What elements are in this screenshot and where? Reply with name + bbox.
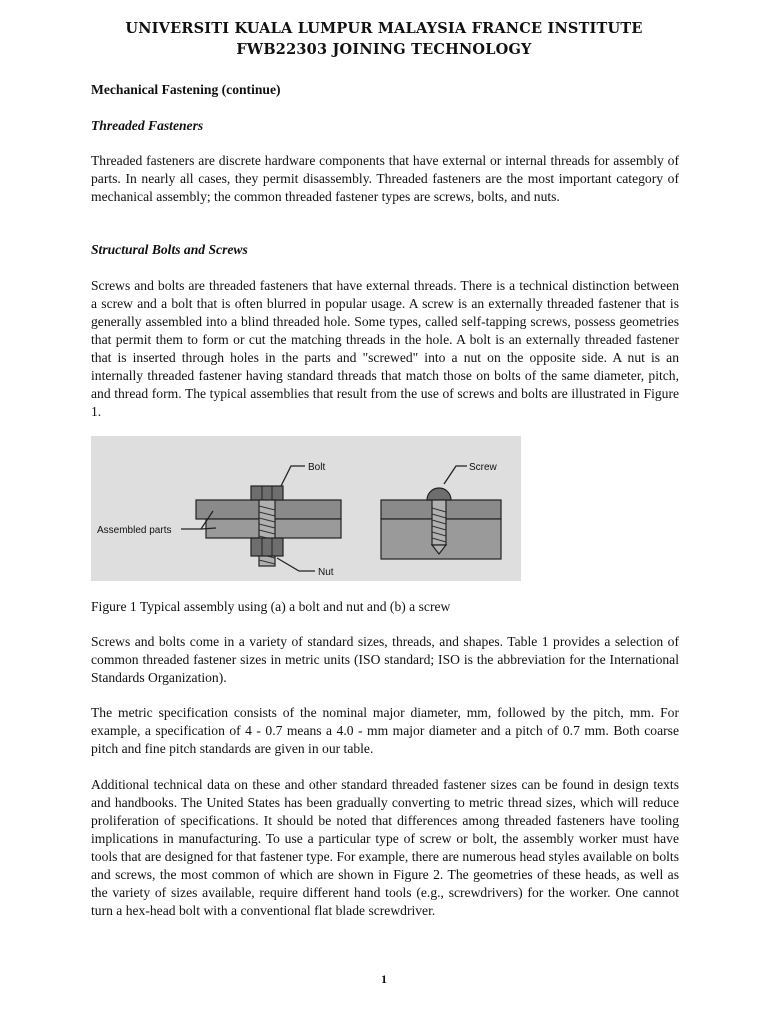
label-assembled-parts: Assembled parts xyxy=(97,525,172,536)
label-bolt: Bolt xyxy=(308,462,326,473)
label-nut: Nut xyxy=(318,567,334,578)
figure-caption: Figure 1 Typical assembly using (a) a bolt and nut and (b) a screw xyxy=(91,599,451,614)
institution-header: UNIVERSITI KUALA LUMPUR MALAYSIA FRANCE INSTITUTE xyxy=(125,20,643,37)
label-screw: Screw xyxy=(469,462,497,473)
page-number: 1 xyxy=(381,972,387,986)
paragraph-metric-spec: The metric specification consists of the nominal major diameter, mm, followed by the pitch, mm. For example, a specification of 4 - 0.7 means a 4.0 - mm major diameter and a pitch of 0.7 mm. Both coarse pitch and fine pitch standards are given in our table. xyxy=(91,705,679,756)
section-title: Mechanical Fastening (continue) xyxy=(91,82,281,97)
subheading-threaded-fasteners: Threaded Fasteners xyxy=(91,118,204,133)
figure-bolt-screw-assembly xyxy=(91,436,521,581)
subheading-bolts-screws: Structural Bolts and Screws xyxy=(91,242,248,257)
paragraph-sizes: Screws and bolts come in a variety of standard sizes, threads, and shapes. Table 1 provides a selection of common threaded fastener sizes in metric units (ISO standard; ISO is the abbreviation for the International Standards Organization). xyxy=(91,634,679,685)
paragraph-threaded-fasteners: Threaded fasteners are discrete hardware components that have external or internal threads for assembly of parts. In nearly all cases, they permit disassembly. Threaded fasteners are the most important category of mechanical assembly; the common threaded fastener types are screws, bolts, and nuts. xyxy=(91,153,679,204)
paragraph-technical-data: Additional technical data on these and other standard threaded fastener sizes can be found in design texts and handbooks. The United States has been gradually converting to metric thread sizes, which will reduce proliferation of specifications. It should be noted that differences among threaded fasteners have tooling implications in manufacturing. To use a particular type of screw or bolt, the assembly worker must have tools that are designed for that fastener type. For example, there are numerous head styles available on bolts and screws, the most common of which are shown in Figure 2. The geometries of these heads, as well as the variety of sizes available, require different hand tools (e.g., screwdrivers) for the worker. One cannot turn a hex-head bolt with a conventional flat blade screwdriver. xyxy=(91,777,679,918)
course-header: FWB22303 JOINING TECHNOLOGY xyxy=(236,41,532,58)
paragraph-bolts-screws: Screws and bolts are threaded fasteners that have external threads. There is a technical distinction between a screw and a bolt that is often blurred in popular usage. A screw is an externally threaded fastener that is generally assembled into a blind threaded hole. Some types, called self-tapping screws, possess geometries that permit them to form or cut the matching threads in the hole. A bolt is an externally threaded fastener that is inserted through holes in the parts and "screwed" into a nut on the opposite side. A nut is an internally threaded fastener having standard threads that match those on bolts of the same diameter, pitch, and thread form. The typical assemblies that result from the use of screws and bolts are illustrated in Figure 1. xyxy=(91,278,679,419)
